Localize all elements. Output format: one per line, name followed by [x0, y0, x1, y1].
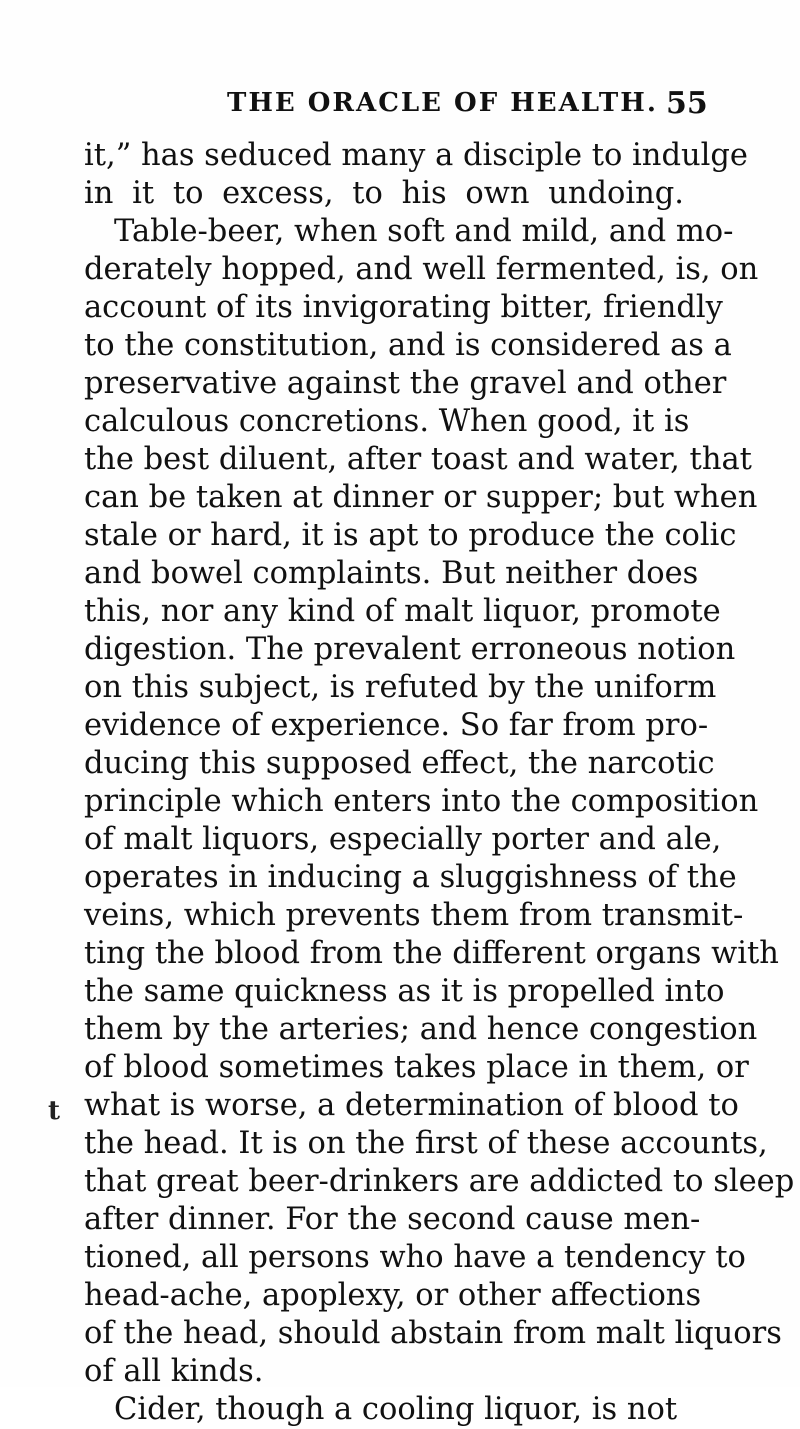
text-line: the head. It is on the first of these accounts,	[84, 1126, 768, 1161]
running-head	[0, 86, 800, 126]
text-line: of malt liquors, especially porter and ale,	[84, 822, 722, 857]
text-line: in it to excess, to his own undoing.	[84, 176, 684, 211]
text-line: preservative against the gravel and other	[84, 366, 727, 401]
text-line: ting the blood from the different organs with	[84, 936, 779, 971]
text-line: it,” has seduced many a disciple to indulge	[84, 138, 748, 173]
text-line: account of its invigorating bitter, friendly	[84, 290, 723, 325]
margin-mark: t	[48, 1096, 61, 1126]
text-line: tioned, all persons who have a tendency to	[84, 1240, 746, 1275]
text-line: can be taken at dinner or supper; but when	[84, 480, 758, 515]
text-line: the same quickness as it is propelled into	[84, 974, 725, 1009]
text-line: operates in inducing a sluggishness of the	[84, 860, 737, 895]
text-line: derately hopped, and well fermented, is, on	[84, 252, 759, 287]
text-line: principle which enters into the composition	[84, 784, 759, 819]
text-line: ducing this supposed effect, the narcotic	[84, 746, 715, 781]
text-line: the best diluent, after toast and water, that	[84, 442, 752, 477]
text-line: and bowel complaints. But neither does	[84, 556, 699, 591]
page-number: 55	[666, 86, 708, 121]
text-line: digestion. The prevalent erroneous notion	[84, 632, 736, 667]
text-line: head-ache, apoplexy, or other affections	[84, 1278, 702, 1313]
running-title: THE ORACLE OF HEALTH.	[227, 88, 658, 118]
text-line: of the head, should abstain from malt liquors	[84, 1316, 782, 1351]
paragraph-start-line: Cider, though a cooling liquor, is not	[114, 1392, 678, 1427]
text-line: after dinner. For the second cause men-	[84, 1202, 701, 1237]
text-line: calculous concretions. When good, it is	[84, 404, 690, 439]
text-line: evidence of experience. So far from pro-	[84, 708, 709, 743]
text-line: that great beer-drinkers are addicted to sleep	[84, 1164, 795, 1199]
text-line: them by the arteries; and hence congestion	[84, 1012, 758, 1047]
text-line: of blood sometimes takes place in them, or	[84, 1050, 749, 1085]
text-line: stale or hard, it is apt to produce the colic	[84, 518, 737, 553]
text-line: this, nor any kind of malt liquor, promote	[84, 594, 721, 629]
text-line: on this subject, is refuted by the uniform	[84, 670, 717, 705]
text-line: veins, which prevents them from transmit-	[84, 898, 744, 933]
paragraph-end-line: of all kinds.	[84, 1354, 264, 1389]
text-line: what is worse, a determination of blood to	[84, 1088, 739, 1123]
text-line: to the constitution, and is considered as a	[84, 328, 732, 363]
paragraph-start-line: Table-beer, when soft and mild, and mo-	[114, 214, 734, 249]
